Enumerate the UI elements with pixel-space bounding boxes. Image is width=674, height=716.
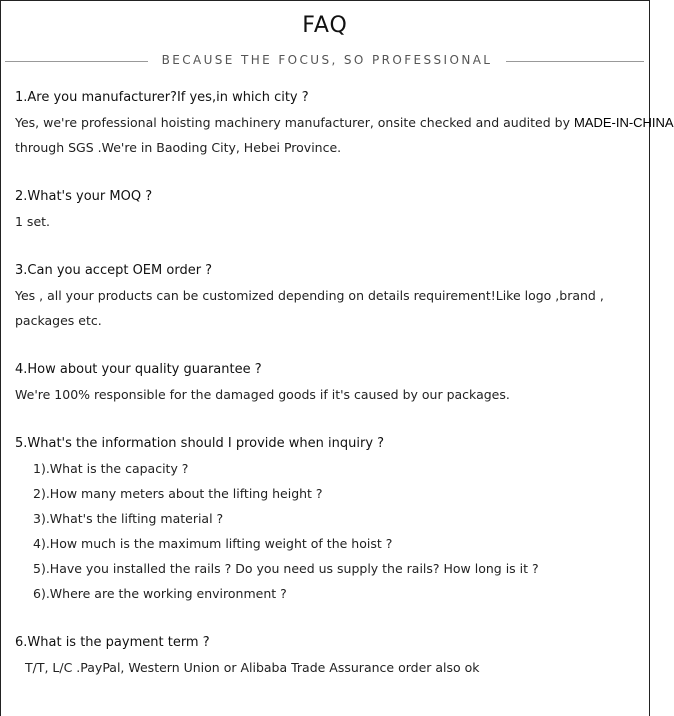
faq-answer-3: Yes , all your products can be customized depending on details requirement!Like logo ,brand , <box>15 288 604 303</box>
faq-answer-1 <box>15 110 674 135</box>
faq-question-1: 1.Are you manufacturer?If yes,in which city ? <box>15 90 309 105</box>
list-item: 1).What is the capacity ? <box>33 461 189 476</box>
faq-question-6: 6.What is the payment term ? <box>15 635 210 650</box>
faq-question-2: 2.What's your MOQ ? <box>15 189 153 204</box>
faq-question-4: 4.How about your quality guarantee ? <box>15 362 262 377</box>
list-item: 2).How many meters about the lifting height ? <box>33 486 323 501</box>
faq-answer-2: 1 set. <box>15 214 51 229</box>
list-item: 5).Have you installed the rails ? Do you need us supply the rails? How long is it ? <box>33 561 539 576</box>
divider-right <box>506 61 644 62</box>
faq-list <box>15 85 674 680</box>
faq-answer-3-cont: packages etc. <box>15 313 102 328</box>
faq-answer-1-text: Yes, we're professional hoisting machinery manufacturer, onsite checked and audited by <box>15 115 574 130</box>
page-title: FAQ <box>302 13 348 38</box>
made-in-china-label: MADE-IN-CHINA <box>573 115 674 130</box>
faq-answer-6: T/T, L/C .PayPal, Western Union or Alibaba Trade Assurance order also ok <box>25 660 480 675</box>
page-subtitle: BECAUSE THE FOCUS, SO PROFESSIONAL <box>161 53 493 67</box>
list-item: 4).How much is the maximum lifting weight of the hoist ? <box>33 536 393 551</box>
subtitle-row <box>1 53 649 69</box>
list-item: 3).What's the lifting material ? <box>33 511 224 526</box>
list-item: 6).Where are the working environment ? <box>33 586 287 601</box>
faq-answer-1-cont: through SGS .We're in Baoding City, Hebei Province. <box>15 140 342 155</box>
faq-answer-4: We're 100% responsible for the damaged goods if it's caused by our packages. <box>15 387 510 402</box>
faq-question-3: 3.Can you accept OEM order ? <box>15 263 213 278</box>
faq-question-5: 5.What's the information should I provide when inquiry ? <box>15 436 385 451</box>
divider-left <box>5 61 148 62</box>
